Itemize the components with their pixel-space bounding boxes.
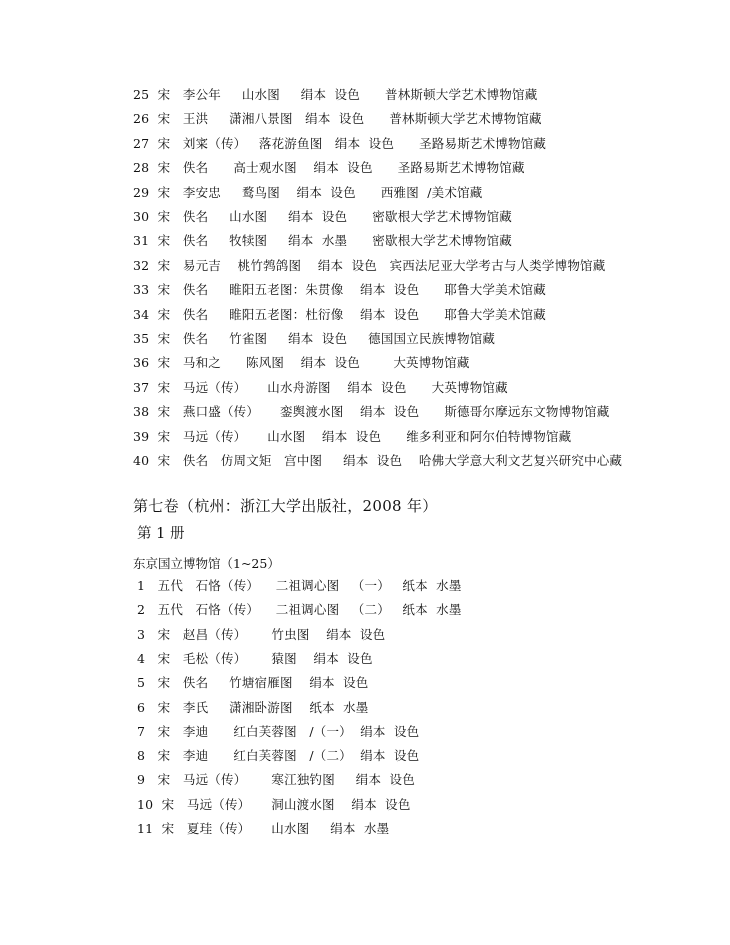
catalog-entry: 34 宋 佚名 睢阳五老图：杜衍像 绢本 设色 耶鲁大学美术馆藏	[133, 306, 546, 322]
catalog-entry: 27 宋 刘寀（传） 落花游鱼图 绢本 设色 圣路易斯艺术博物馆藏	[133, 135, 547, 151]
catalog-entry: 25 宋 李公年 山水图 绢本 设色 普林斯顿大学艺术博物馆藏	[133, 87, 538, 102]
catalog-entry: 1 五代 石恪（传） 二祖调心图 （一） 纸本 水墨	[137, 578, 462, 593]
catalog-entry: 38 宋 燕口盛（传） 銮舆渡水图 绢本 设色 斯德哥尔摩远东文物博物馆藏	[133, 404, 610, 420]
catalog-entry: 9 宋 马远（传） 寒江独钓图 绢本 设色	[137, 772, 415, 788]
catalog-entry: 36 宋 马和之 陈风图 绢本 设色 大英博物馆藏	[133, 355, 470, 371]
catalog-entry: 8 宋 李迪 红白芙蓉图 /（二） 绢本 设色	[137, 748, 420, 764]
catalog-entry: 5 宋 佚名 竹塘宿雁图 绢本 设色	[137, 675, 369, 691]
catalog-entry: 10 宋 马远（传） 洞山渡水图 绢本 设色	[137, 796, 411, 812]
catalog-entry: 4 宋 毛松（传） 猿图 绢本 设色	[137, 650, 373, 666]
catalog-entry: 28 宋 佚名 高士观水图 绢本 设色 圣路易斯艺术博物馆藏	[133, 160, 525, 176]
catalog-entry: 30 宋 佚名 山水图 绢本 设色 密歇根大学艺术博物馆藏	[133, 209, 512, 224]
catalog-entry: 37 宋 马远（传） 山水舟游图 绢本 设色 大英博物馆藏	[133, 379, 508, 395]
catalog-entry: 2 五代 石恪（传） 二祖调心图 （二） 纸本 水墨	[137, 602, 462, 618]
catalog-entry: 40 宋 佚名 仿周文矩 宫中图 绢本 设色 哈佛大学意大利文艺复兴研究中心藏	[133, 453, 623, 468]
catalog-entry: 3 宋 赵昌（传） 竹虫图 绢本 设色	[137, 626, 386, 642]
catalog-entry: 39 宋 马远（传） 山水图 绢本 设色 维多利亚和阿尔伯特博物馆藏	[133, 428, 572, 444]
catalog-entry: 33 宋 佚名 睢阳五老图：朱贯像 绢本 设色 耶鲁大学美术馆藏	[133, 282, 546, 298]
catalog-entry: 35 宋 佚名 竹雀图 绢本 设色 德国国立民族博物馆藏	[133, 331, 496, 346]
catalog-entry: 11 宋 夏珪（传） 山水图 绢本 水墨	[137, 821, 390, 836]
catalog-entry: 26 宋 王洪 潇湘八景图 绢本 设色 普林斯顿大学艺术博物馆藏	[133, 111, 542, 127]
catalog-entry: 6 宋 李氏 潇湘卧游图 纸本 水墨	[137, 699, 369, 715]
book-heading: 第 1 册	[137, 526, 185, 542]
catalog-entry: 7 宋 李迪 红白芙蓉图 /（一） 绢本 设色	[137, 723, 420, 739]
catalog-entry: 32 宋 易元吉 桃竹鹁鸽图 绢本 设色 宾西法尼亚大学考古与人类学博物馆藏	[133, 257, 606, 273]
museum-heading: 东京国立博物馆（1~25）	[133, 556, 280, 571]
volume-heading: 第七卷（杭州：浙江大学出版社，2008 年）	[133, 497, 438, 515]
catalog-entry: 31 宋 佚名 牧犊图 绢本 水墨 密歇根大学艺术博物馆藏	[133, 233, 512, 249]
catalog-entry: 29 宋 李安忠 鹜鸟图 绢本 设色 西雅图 /美术馆藏	[133, 184, 483, 200]
